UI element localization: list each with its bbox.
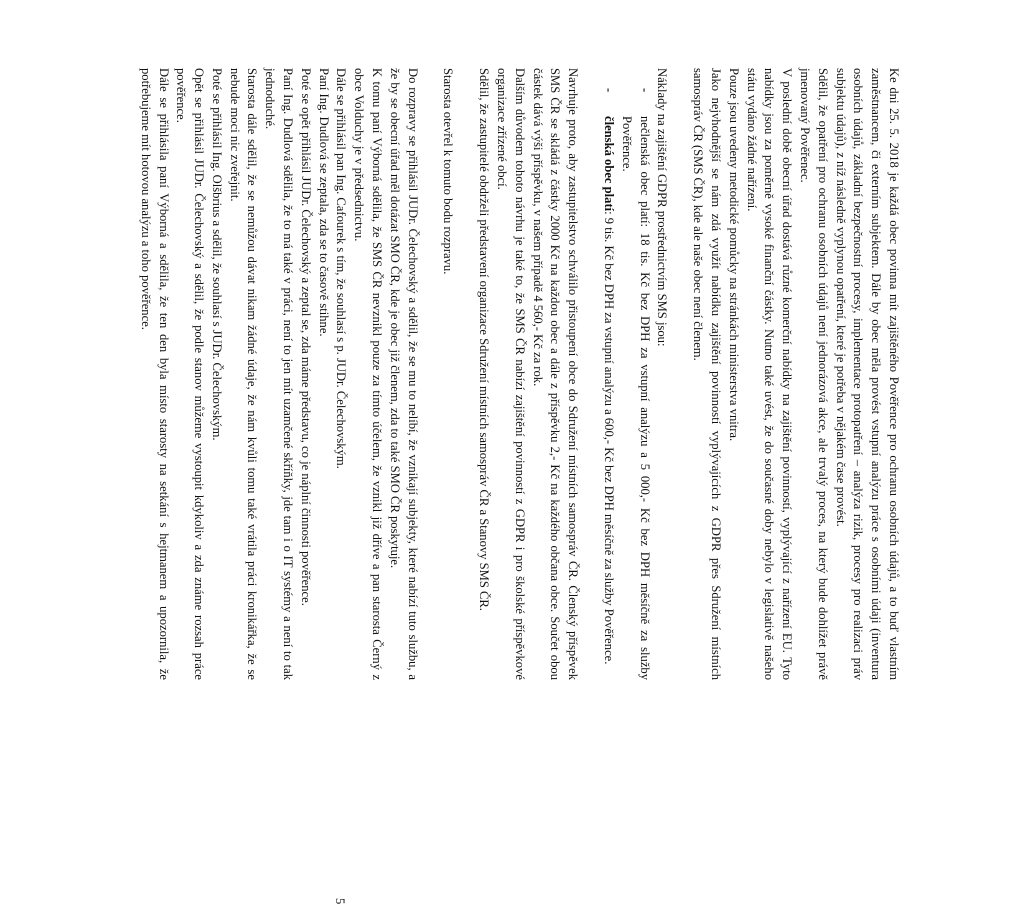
paragraph: Poté se přihlásil Ing. Olšbrius a sdělil, že souhlasí s JUDr. Čelechovským.: [209, 68, 224, 441]
paragraph: Paní Ing. Dudlová se zeptala, zda se to časově stihne.: [316, 68, 331, 337]
cost-item: [599, 88, 617, 680]
debate-open: Starosta otevřel k tomuto bodu rozpravu.: [441, 68, 456, 275]
paragraph: Jako nejvhodnější se nám zdá využít nabídku zajištění povinností vyplývajících z GDPR přes Sdružení místních samospráv ČR (SMS ČR), kde ale naše obec není členem.: [691, 68, 724, 680]
spacer: [421, 68, 439, 680]
paragraph: Ke dni 25. 5. 2018 je každá obec povinna mít zajištěného Pověřence pro ochranu osobních údajů, a to buď vlastním zaměstnancem, či externím subjektem. Dále by obec měla provést vstupní analýzu práce s osobními údaji (inventura osobních údajů, základní bezpečnostní procesy, implementace protopatření – analýza rizik, procesy pro realizaci práv subjektu údajů), z níž následně vyplynou opatření, které je potřeba v nějakém čase provést.: [833, 68, 901, 680]
list-bullet: -: [637, 88, 652, 93]
list-bullet: -: [602, 88, 617, 93]
paragraph: Poté se opět přihlásil JUDr. Čelechovský a zeptal se, zda máme představu, co je náplní činnosti pověřence.: [298, 68, 313, 606]
paragraph: V poslední době obecní úřad dostává různé komerční nabídky na zajištění povinností, vyplývající z nařízení EU. Tyto nabídky jsou za poměrně vysoké finanční částky. Nutno také uvést, že do současné doby nebylo v legislativě našeho státu vydáno žádné nařízení.: [744, 68, 795, 680]
costs-intro: Náklady na zajištění GDPR prostřednictvím SMS jsou:: [655, 68, 670, 347]
costs-list: [599, 68, 652, 680]
spacer: [670, 68, 688, 680]
paragraph: Sdělil, že opatření pro ochranu osobních údajů není jednorázová akce, ale trvalý proces, na který bude dohlížet právě jmenovaný Pověřenec.: [798, 68, 830, 680]
paragraph: Paní Ing. Dudlová sdělila, že to má také v práci, není to jen mít uzamčené skříňky, jde tam i o IT systémy a není to tak jednoduché.: [263, 68, 296, 680]
paragraph: Dále se přihlásil pan Ing. Cafourek s tím, že souhlasí s p. JUDr. Čelechovským.: [334, 68, 349, 469]
paragraph: Starosta dále sdělil, že se nemůžou dávat nikam žádné údaje, že nám kvůli tomu také vrátila práci kronikářka, že se nebude moci nic zveřejnit.: [227, 68, 260, 680]
spacer: [456, 68, 474, 680]
cost-item-text: : 9 tis. Kč bez DPH za vstupní analýzu a 600,- Kč bez DPH měsíčně za služby Pověřence.: [602, 211, 617, 665]
paragraph: Navrhuje proto, aby zastupitelstvo schválilo přistoupení obce do Sdružení místních samospráv ČR. Členský příspěvek SMS ČR se skládá z částky 2000 Kč na každou obec a dále z příspěvku 2,- Kč na každého občana obce. Součet obou částek dává výši příspěvku, v našem případě 4 560,- Kč za rok.: [530, 68, 581, 680]
paragraph: Sdělil, že zastupitelé obdrželi představení organizace Sdružení místních samospráv ČR a Stanovy SMS ČR.: [477, 68, 492, 611]
cost-item-text: nečlenská obec platí: 18 tis. Kč bez DPH za vstupní analýzu a 5 000,- Kč bez DPH měsíčně za služby Pověřence.: [619, 116, 652, 680]
cost-item: [617, 88, 653, 680]
cost-item-bold: členská obec platí: [602, 116, 617, 212]
paragraph: Pouze jsou uvedeny metodické pomůcky na stránkách ministerstva vnitra.: [726, 68, 741, 442]
spacer: [581, 68, 599, 680]
page-number: 5: [333, 898, 347, 904]
document-page: [62, 68, 902, 904]
paragraph: Dále se přihlásila paní Výborná a sdělila, že ten den byla místo starosty na setkání s hejtmanem a upozornila, že potřebujeme mít hotovou analýzu a toho pověřence.: [138, 68, 171, 680]
paragraph: Opět se přihlásil JUDr. Čelechovský a sdělil, že podle stanov můžeme vystoupit kdykoliv a zda známe rozsah práce pověřence.: [174, 68, 207, 680]
paragraph: Dalším důvodem tohoto návrhu je také to, že SMS ČR nabízí zajištění povinností z GDPR i pro školské příspěvkové organizace zřízené obcí.: [495, 68, 527, 680]
paragraph: K tomu paní Výborná sdělila, že SMS ČR nevznikl pouze za tímto účelem, že vznikl již dříve a pan starosta Černý z obce Volduchy je v předsednictvu.: [352, 68, 385, 680]
paragraph: Do rozpravy se přihlásil JUDr. Čelechovský a sdělil, že se mu to nelíbí, že vznikají subjekty, které nabízí tuto službu, a že by se obecní úřad měl dotázat SMO ČR, kde je obec již členem, zda to také SMO ČR poskytuje.: [387, 68, 420, 680]
